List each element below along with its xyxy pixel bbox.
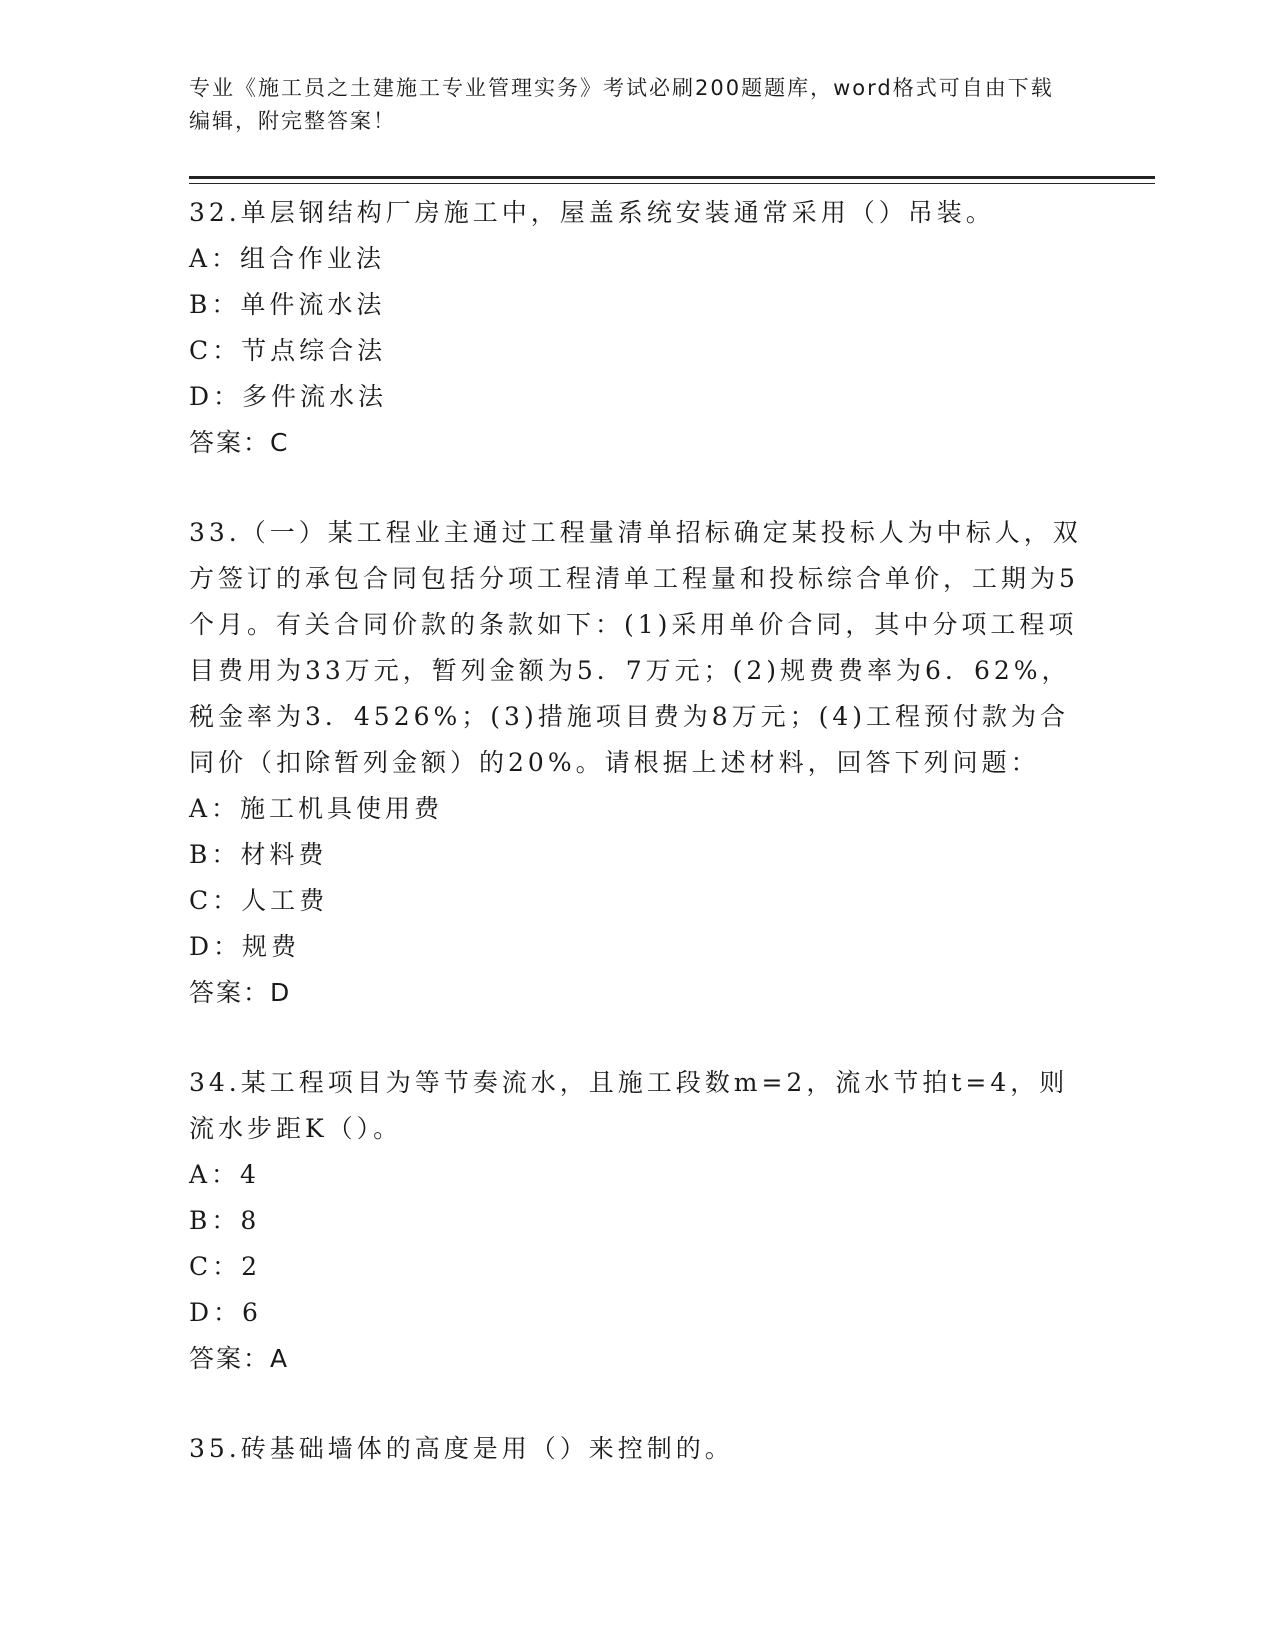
option-c: C：节点综合法 — [189, 336, 387, 365]
option-b: B：8 — [189, 1206, 261, 1235]
option-d: D：规费 — [189, 932, 301, 961]
option-c: C：2 — [189, 1252, 262, 1281]
question-text: 33.（一）某工程业主通过工程量清单招标确定某投标人为中标人，双方签订的承包合同包括分项工程清单工程量和投标综合单价，工期为5个月。有关合同价款的条款如下：(1)采用单价合同，其中分项工程项目费用为33万元，暂列金额为5．7万元；(2)规费费率为6．62%，税金率为3．4526%；(3)措施项目费为8万元；(4)工程预付款为合同价（扣除暂列金额）的20%。请根据上述材料，回答下列问题： — [189, 518, 1082, 777]
question-33 — [189, 510, 1089, 1016]
question-list — [189, 190, 1089, 1472]
answer-line: 答案：D — [189, 978, 292, 1007]
document-header: 专业《施工员之土建施工专业管理实务》考试必刷200题题库，word格式可自由下载编辑，附完整答案！ — [189, 76, 1054, 133]
option-d: D：6 — [189, 1298, 262, 1327]
question-34 — [189, 1060, 1089, 1382]
option-c: C：人工费 — [189, 886, 329, 915]
question-35 — [189, 1426, 1089, 1472]
option-d: D：多件流水法 — [189, 382, 388, 411]
header-rule-thin — [189, 183, 1155, 184]
option-a: A：施工机具使用费 — [189, 794, 444, 823]
question-32 — [189, 190, 1089, 466]
answer-line: 答案：A — [189, 1344, 290, 1373]
question-text: 32.单层钢结构厂房施工中，屋盖系统安装通常采用（）吊装。 — [189, 198, 995, 227]
question-text: 34.某工程项目为等节奏流水，且施工段数m=2，流水节拍t=4，则流水步距K（）。 — [189, 1068, 1069, 1143]
header-rule-thick — [189, 176, 1155, 179]
option-a: A：组合作业法 — [189, 244, 386, 273]
answer-line: 答案：C — [189, 428, 290, 457]
option-b: B：材料费 — [189, 840, 328, 869]
option-a: A：4 — [189, 1160, 260, 1189]
question-text: 35.砖基础墙体的高度是用（）来控制的。 — [189, 1434, 734, 1463]
option-b: B：单件流水法 — [189, 290, 386, 319]
